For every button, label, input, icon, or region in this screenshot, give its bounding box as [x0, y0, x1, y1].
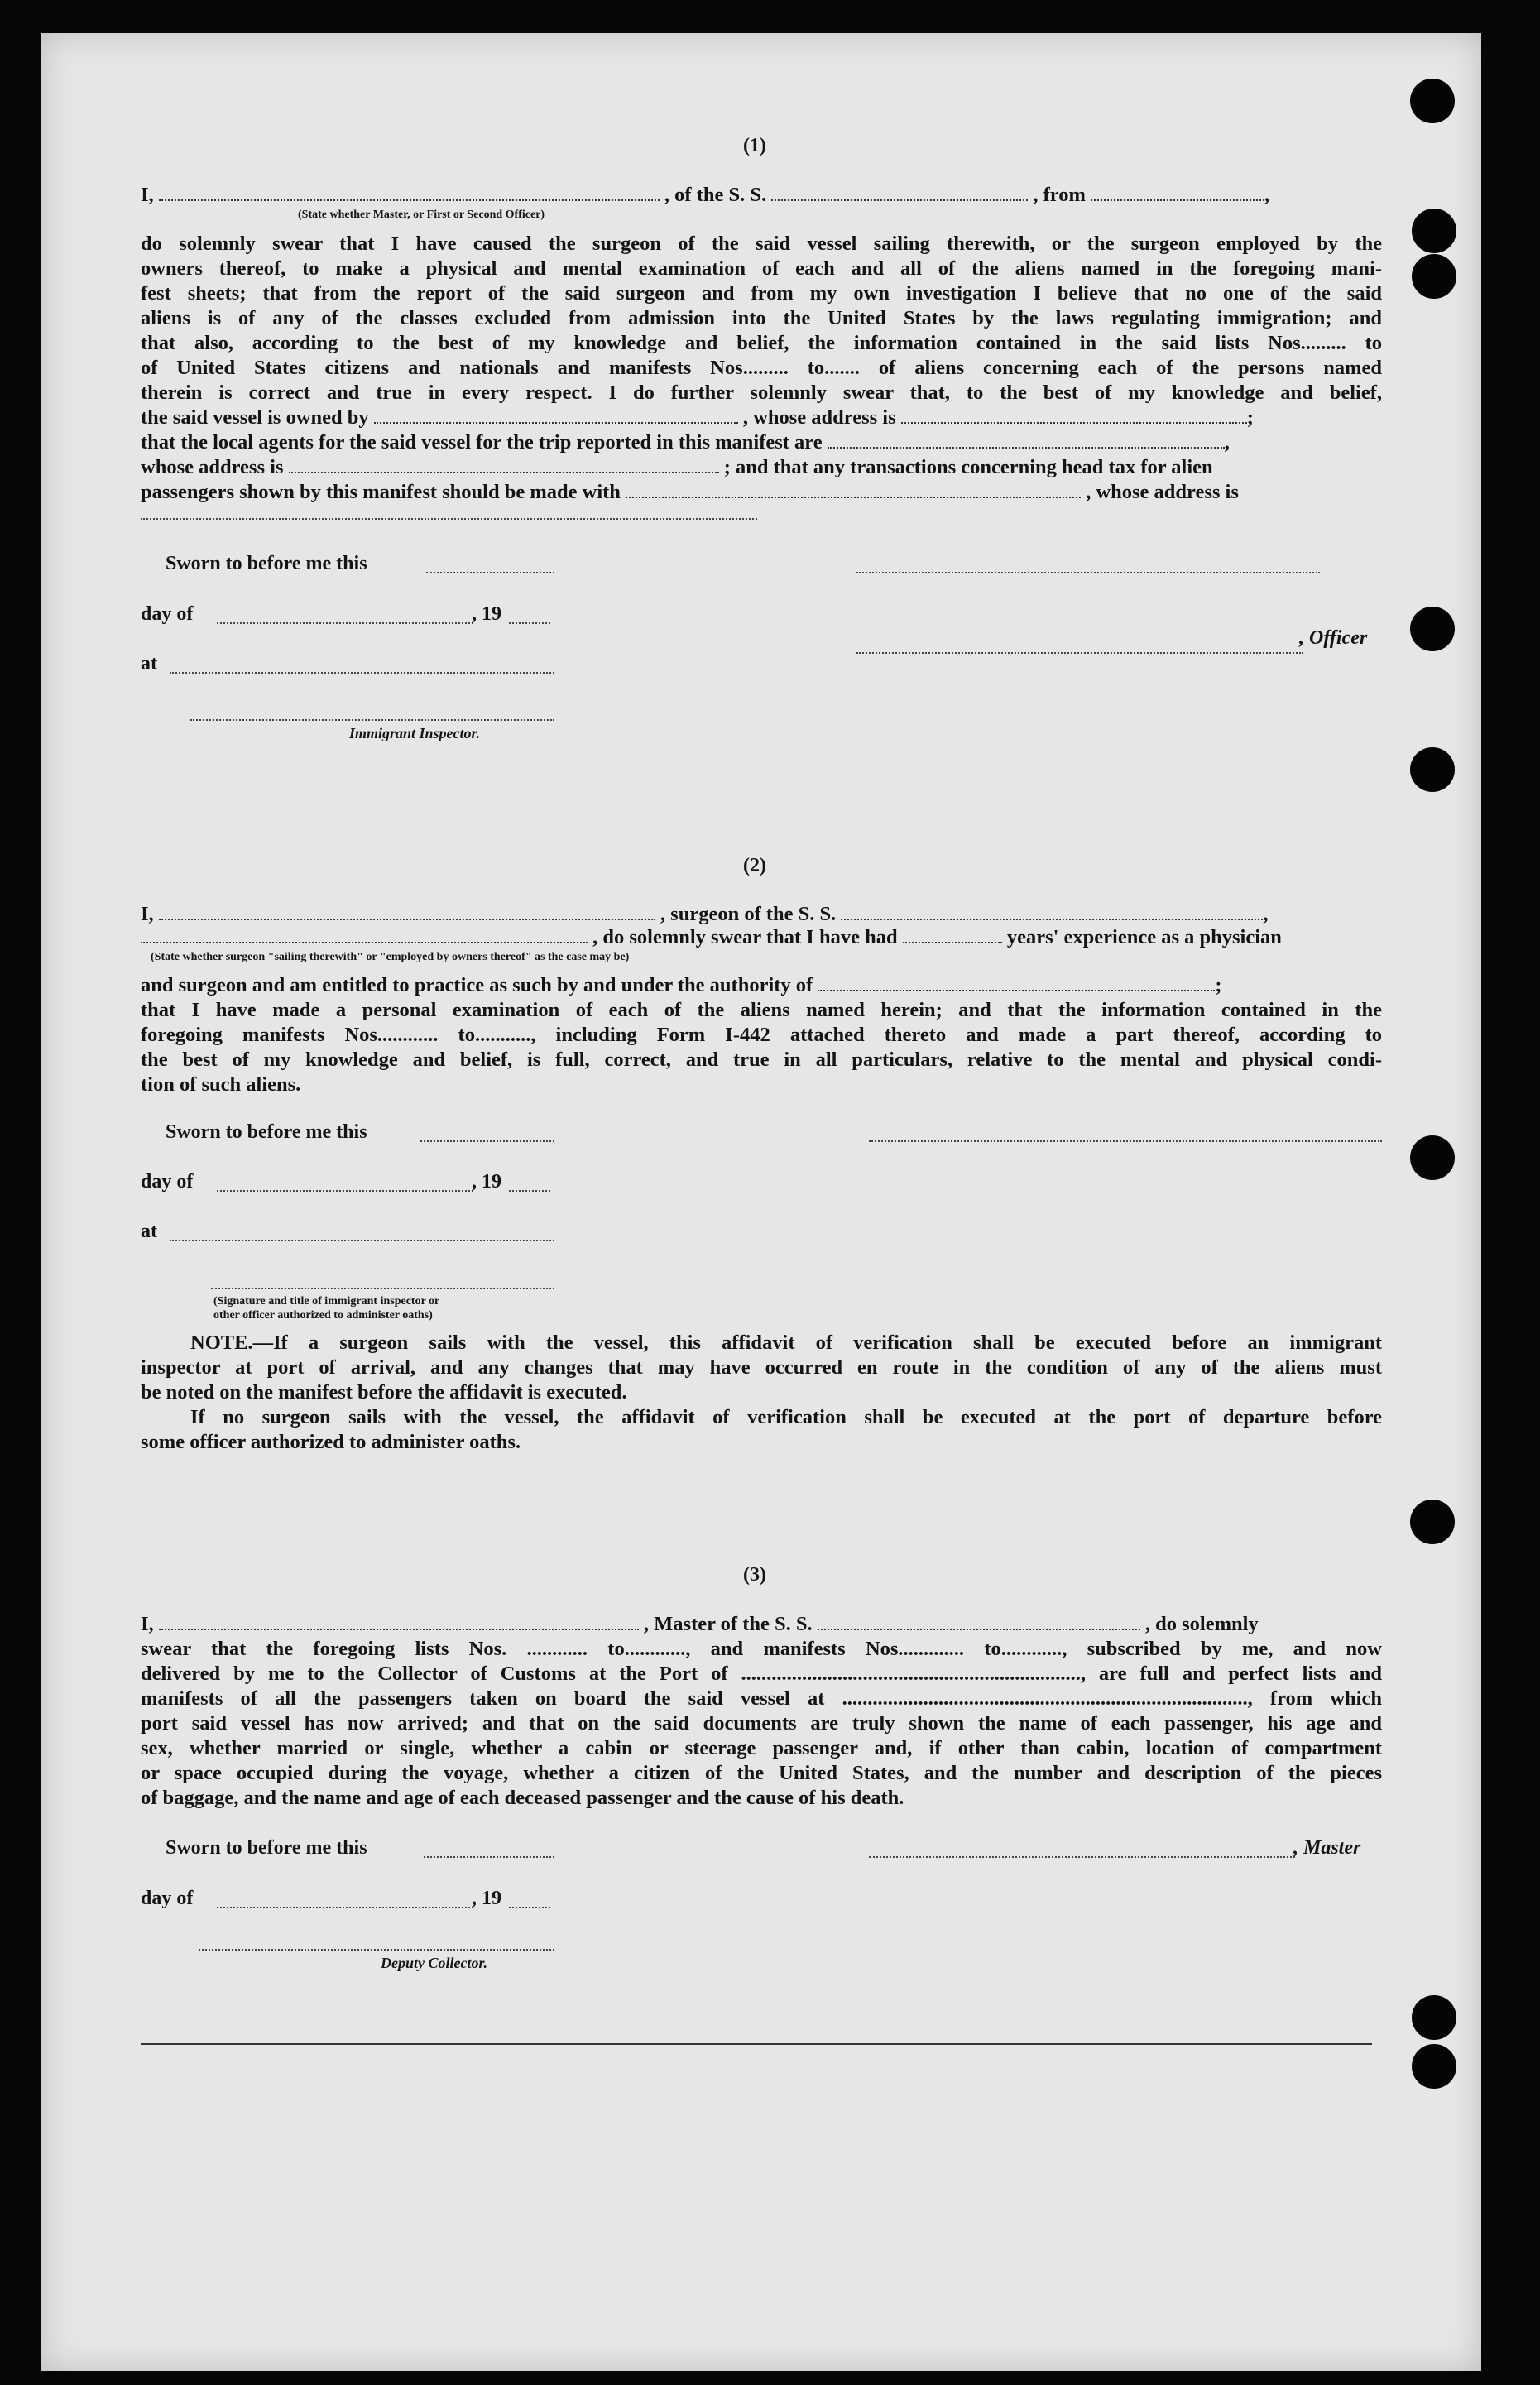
paragraph-line: owners thereof, to make a physical and mental examination of each and all of the aliens named in the foregoing mani- [141, 257, 1382, 280]
s3-year-blank [509, 1906, 550, 1908]
punch-hole [1412, 254, 1456, 299]
section-1-intro-line: I, , of the S. S. , from , [141, 184, 1270, 206]
punch-hole [1412, 209, 1456, 253]
local-agents-line: that the local agents for the said vessel for the trip reported in this manifest are , [141, 431, 1230, 453]
punch-hole [1410, 1500, 1455, 1544]
owned-by-label: the said vessel is owned by [141, 406, 369, 429]
s3-master-of: , Master of the S. S. [643, 1613, 813, 1635]
owned-by-line: the said vessel is owned by , whose address is ; [141, 406, 1254, 429]
officer-blank [856, 651, 1303, 654]
no-surgeon-line: If no surgeon sails with the vessel, the affidavit of verification shall be executed at the port of departure before [190, 1406, 1382, 1428]
s1-day-label: day of [141, 603, 194, 625]
paragraph-line: do solemnly swear that I have caused the surgeon of the said vessel sailing therewith, or the surgeon employed by the [141, 233, 1382, 255]
s2-years: years' experience as a physician [1006, 926, 1282, 948]
s2-i: I, [141, 903, 154, 925]
s2-surgeon: , surgeon of the S. S. [660, 903, 837, 925]
authority-label: and surgeon and am entitled to practice as such by and under the authority of [141, 974, 813, 996]
inspector-signature-blank [190, 718, 554, 721]
head-tax-label: ; and that any transactions concerning head tax for alien [723, 456, 1213, 478]
passengers-address-label: , whose address is [1086, 481, 1239, 503]
paragraph-line: aliens is of any of the classes excluded from admission into the United States by the laws regulating immigration; and [141, 307, 1382, 329]
whose-address-label: whose address is [141, 456, 284, 478]
section-1-number: (1) [743, 135, 766, 156]
surgeon-note: (State whether surgeon "sailing therewith" or "employed by owners thereof" as the case may be) [151, 951, 630, 963]
punch-hole [1410, 79, 1455, 123]
officer-signature-blank [856, 571, 1320, 573]
punch-hole [1412, 2044, 1456, 2089]
intro-from: , from [1033, 184, 1086, 206]
s1-day-blank [217, 621, 473, 624]
s2-sworn-label: Sworn to before me this [166, 1121, 367, 1143]
paragraph-line: or space occupied during the voyage, whether a citizen of the United States, and the number and description of the pieces [141, 1762, 1382, 1784]
s1-at-label: at [141, 653, 157, 674]
s2-at-label: at [141, 1221, 157, 1242]
s1-sworn-blank [426, 571, 554, 573]
paragraph-line: delivered by me to the Collector of Customs at the Port of ..................................................................., are full and perfect lists and [141, 1663, 1382, 1685]
section-3-intro-line [141, 1612, 1382, 1637]
punch-hole [1410, 1135, 1455, 1180]
bottom-rule [141, 2042, 1372, 2045]
note-line-2: inspector at port of arrival, and any changes that may have occurred en route in the condition of any of the aliens must [141, 1356, 1382, 1379]
master-label: , Master [1293, 1837, 1361, 1859]
s2-swear: , do solemnly swear that I have had [592, 926, 898, 948]
s2-sworn-blank [420, 1140, 554, 1142]
s1-year-label: , 19 [472, 603, 501, 625]
passengers-shown-label: passengers shown by this manifest should be made with [141, 481, 621, 503]
note-text-1: —If a surgeon sails with the vessel, this affidavit of verification shall be executed before an immigrant [252, 1332, 1382, 1354]
address-continuation-line [141, 517, 757, 520]
passengers-shown-line [141, 480, 1382, 505]
punch-hole [1410, 747, 1455, 792]
s3-sworn-label: Sworn to before me this [166, 1837, 367, 1859]
punch-hole [1410, 607, 1455, 651]
s2-day-label: day of [141, 1171, 194, 1192]
paragraph-line: that I have made a personal examination of each of the aliens named herein; and that the information contained in the [141, 999, 1382, 1021]
note-label: NOTE. [190, 1332, 253, 1354]
master-signature-blank [869, 1855, 1295, 1858]
deputy-collector-label: Deputy Collector. [381, 1955, 487, 1971]
section-2-swear-line [141, 925, 1382, 950]
whose-address-line [141, 455, 1382, 480]
local-agents-label: that the local agents for the said vessel for the trip reported in this manifest are [141, 431, 823, 453]
intro-i: I, [141, 184, 154, 206]
authority-line: and surgeon and am entitled to practice as such by and under the authority of ; [141, 974, 1222, 996]
paragraph-line: fest sheets; that from the report of the said surgeon and from my own investigation I believe that no one of the said [141, 282, 1382, 305]
paragraph-line: swear that the foregoing lists Nos. ............ to............, and manifests Nos............. to............, subscribed by me, and now [141, 1638, 1382, 1660]
s3-solemnly: , do solemnly [1144, 1613, 1259, 1635]
s3-i: I, [141, 1613, 154, 1635]
section-3-number: (3) [743, 1564, 766, 1586]
s1-at-blank [170, 671, 554, 674]
s2-year-blank [509, 1189, 550, 1192]
owned-address-label: , whose address is [742, 406, 896, 429]
paragraph-line: therein is correct and true in every respect. I do further solemnly swear that, to the best of my knowledge and belief, [141, 382, 1382, 404]
s2-inspector-signature-blank [211, 1287, 554, 1289]
note-line-1 [190, 1331, 1382, 1356]
paragraph-line: manifests of all the passengers taken on board the said vessel at ................................................................................, from which [141, 1687, 1382, 1710]
punch-hole [1412, 1995, 1456, 2040]
section-2-last-line: tion of such aliens. [141, 1073, 301, 1096]
signature-title-note-1: (Signature and title of immigrant inspector or [213, 1295, 440, 1308]
s2-year-label: , 19 [472, 1171, 501, 1192]
s3-sworn-blank [424, 1855, 554, 1858]
s3-day-label: day of [141, 1888, 194, 1909]
s1-sworn-label: Sworn to before me this [166, 553, 367, 574]
paragraph-line: that also, according to the best of my knowledge and belief, the information contained in the said lists Nos......... to [141, 332, 1382, 354]
no-surgeon-last: some officer authorized to administer oaths. [141, 1431, 521, 1453]
s3-day-blank [217, 1906, 473, 1908]
paragraph-line: sex, whether married or single, whether a cabin or steerage passenger and, if other than cabin, location of compartment [141, 1737, 1382, 1759]
s1-year-blank [509, 621, 550, 624]
officer-label: , Officer [1299, 627, 1368, 649]
surgeon-signature-blank [869, 1140, 1382, 1142]
paragraph-line: the best of my knowledge and belief, is full, correct, and true in all particulars, relative to the mental and physical condi- [141, 1049, 1382, 1071]
deputy-signature-blank [199, 1948, 554, 1951]
section-3-last-line: of baggage, and the name and age of each deceased passenger and the cause of his death. [141, 1787, 904, 1809]
paragraph-line: foregoing manifests Nos............ to..........., including Form I-442 attached thereto and made a part thereof, according to [141, 1024, 1382, 1046]
section-2-intro-line: I, , surgeon of the S. S. , [141, 903, 1269, 925]
s2-at-blank [170, 1239, 554, 1241]
paragraph-line: of United States citizens and nationals and manifests Nos......... to....... of aliens concerning each of the persons named [141, 357, 1382, 379]
s2-day-blank [217, 1189, 473, 1192]
paragraph-line: port said vessel has now arrived; and that on the said documents are truly shown the name of each passenger, his age and [141, 1712, 1382, 1735]
intro-ss: , of the S. S. [664, 184, 767, 206]
s3-year-label: , 19 [472, 1888, 501, 1909]
immigrant-inspector-label: Immigrant Inspector. [349, 725, 481, 741]
master-note: (State whether Master, or First or Second Officer) [298, 209, 545, 221]
signature-title-note-2: other officer authorized to administer oaths) [213, 1309, 433, 1322]
section-2-number: (2) [743, 855, 766, 876]
note-line-3: be noted on the manifest before the affidavit is executed. [141, 1381, 627, 1404]
